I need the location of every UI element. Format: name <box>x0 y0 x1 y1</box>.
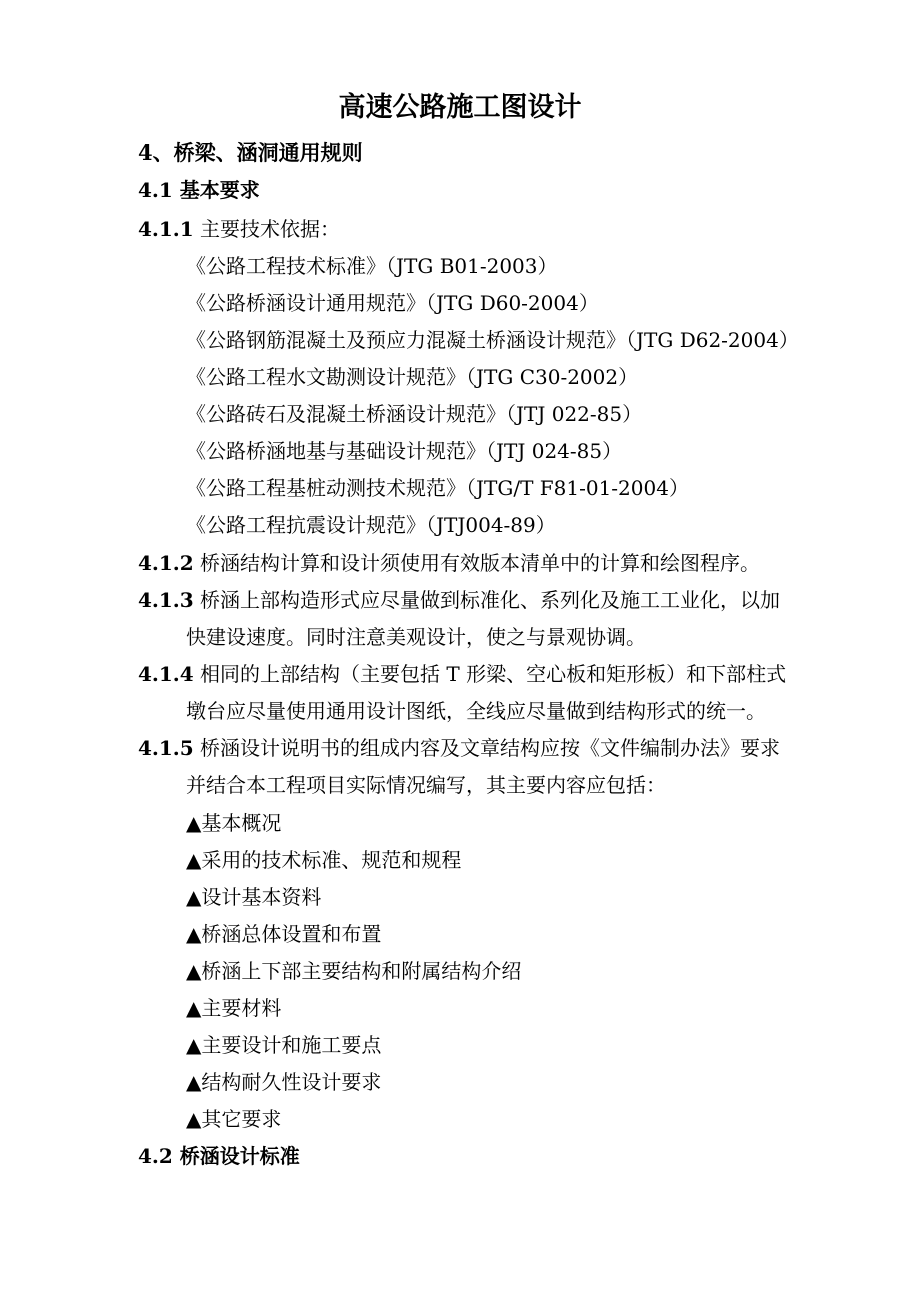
clause-4-1-4-continuation: 墩台应尽量使用通用设计图纸，全线应尽量做到结构形式的统一。 <box>186 699 766 723</box>
clause-4-1-2 <box>138 549 760 577</box>
bullet-item: ▲桥涵上下部主要结构和附属结构介绍 <box>186 959 522 983</box>
clause-4-1-3-continuation: 快建设速度。同时注意美观设计，使之与景观协调。 <box>186 625 646 649</box>
clause-4-1-1 <box>138 215 340 243</box>
clause-4-1-4 <box>138 660 786 688</box>
reference-item: 《公路桥涵设计通用规范》（JTG D60-2004） <box>186 291 599 315</box>
clause-4-1-5-continuation: 并结合本工程项目实际情况编写，其主要内容应包括： <box>186 773 666 797</box>
clause-number: 4.1.1 <box>138 217 194 241</box>
section-heading-4: 4、桥梁、涵洞通用规则 <box>138 140 363 165</box>
reference-item: 《公路砖石及混凝土桥涵设计规范》（JTJ 022-85） <box>186 402 643 426</box>
bullet-item: ▲主要设计和施工要点 <box>186 1033 382 1057</box>
bullet-item: ▲桥涵总体设置和布置 <box>186 922 382 946</box>
reference-item: 《公路桥涵地基与基础设计规范》（JTJ 024-85） <box>186 439 623 463</box>
clause-text: 桥涵设计说明书的组成内容及文章结构应按《文件编制办法》要求 <box>200 736 781 760</box>
reference-item: 《公路钢筋混凝土及预应力混凝土桥涵设计规范》（JTG D62-2004） <box>186 328 799 352</box>
reference-item: 《公路工程水文勘测设计规范》（JTG C30-2002） <box>186 365 639 389</box>
bullet-item: ▲设计基本资料 <box>186 885 322 909</box>
bullet-item: ▲结构耐久性设计要求 <box>186 1070 382 1094</box>
clause-number: 4.1.5 <box>138 736 194 760</box>
clause-number: 4.1.3 <box>138 588 194 612</box>
section-heading-4-2: 4.2 桥涵设计标准 <box>138 1144 300 1168</box>
reference-item: 《公路工程基桩动测技术规范》（JTG/T F81-01-2004） <box>186 476 689 500</box>
clause-text: 主要技术依据： <box>200 217 341 241</box>
clause-number: 4.1.2 <box>138 551 194 575</box>
bullet-item: ▲主要材料 <box>186 996 282 1020</box>
reference-item: 《公路工程技术标准》（JTG B01-2003） <box>186 254 558 278</box>
section-heading-4-1: 4.1 基本要求 <box>138 178 260 202</box>
bullet-item: ▲基本概况 <box>186 811 282 835</box>
clause-text: 相同的上部结构（主要包括 T 形梁、空心板和矩形板）和下部柱式 <box>200 662 787 686</box>
bullet-item: ▲其它要求 <box>186 1107 282 1131</box>
reference-item: 《公路工程抗震设计规范》（JTJ004-89） <box>186 513 556 537</box>
bullet-item: ▲采用的技术标准、规范和规程 <box>186 848 462 872</box>
document-title: 高速公路施工图设计 <box>338 92 582 123</box>
clause-text: 桥涵上部构造形式应尽量做到标准化、系列化及施工工业化，以加 <box>200 588 781 612</box>
clause-number: 4.1.4 <box>138 662 194 686</box>
clause-4-1-5 <box>138 734 780 762</box>
clause-text: 桥涵结构计算和设计须使用有效版本清单中的计算和绘图程序。 <box>200 551 761 575</box>
clause-4-1-3 <box>138 586 780 614</box>
